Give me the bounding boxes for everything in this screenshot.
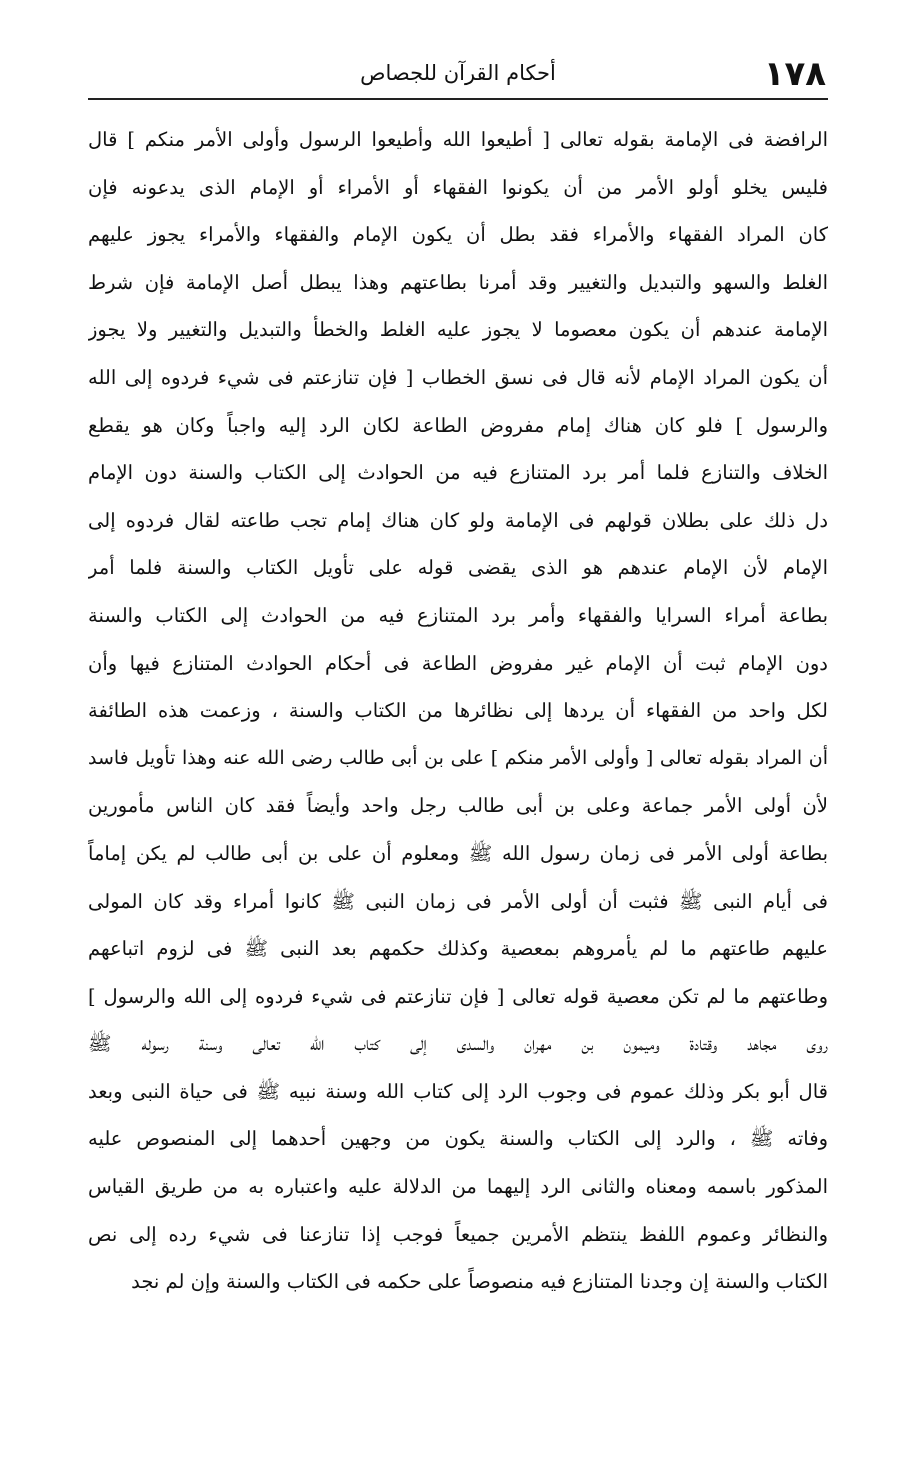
text-line: وطاعتهم ما لم تكن معصية قوله تعالى [ فإن تنازعتم فى شيء فردوه إلى الله والرسول ] — [88, 984, 828, 1008]
text-line: كان المراد الفقهاء والأمراء فقد بطل أن يكون الإمام والفقهاء والأمراء يجوز عليهم — [88, 223, 828, 247]
text-line: بطاعة أمراء السرايا والفقهاء وأمر برد المتنازع فيه من الحوادث إلى الكتاب والسنة — [88, 603, 828, 627]
text-line: الخلاف والتنازع فلما أمر برد المتنازع فيه من الحوادث إلى الكتاب والسنة دون الإمام — [88, 461, 828, 485]
text-line: روى مجاهد وقتادة وميمون بن مهران والسدى إلى كتاب الله تعالى وسنة رسوله ﷺ — [88, 1032, 828, 1056]
text-line: قال أبو بكر وذلك عموم فى وجوب الرد إلى كتاب الله وسنة نبيه ﷺ فى حياة النبى وبعد — [88, 1079, 828, 1103]
text-line: الغلط والسهو والتبديل والتغيير وقد أمرنا بطاعتهم وهذا يبطل أصل الإمامة فإن شرط — [88, 270, 828, 294]
text-line: فليس يخلو أولو الأمر من أن يكونوا الفقهاء أو الأمراء أو الإمام الذى يدعونه فإن — [88, 175, 828, 199]
text-line: وفاته ﷺ ، والرد إلى الكتاب والسنة يكون من وجهين أحدهما إلى المنصوص عليه — [88, 1127, 828, 1151]
text-line: فى أيام النبى ﷺ فثبت أن أولى الأمر فى زمان النبى ﷺ كانوا أمراء وقد كان المولى — [88, 889, 828, 913]
text-line: الإمام لأن الإمام عندهم هو الذى يقضى قوله على تأويل الكتاب والسنة فلما أمر — [88, 556, 828, 580]
running-title: أحكام القرآن للجصاص — [360, 61, 556, 85]
text-line: بطاعة أولى الأمر فى زمان رسول الله ﷺ ومعلوم أن على بن أبى طالب لم يكن إماماً — [88, 841, 828, 865]
text-line: الرافضة فى الإمامة بقوله تعالى [ أطيعوا الله وأطيعوا الرسول وأولى الأمر منكم ] قال — [88, 128, 828, 151]
text-line: أن المراد بقوله تعالى [ وأولى الأمر منكم ] على بن أبى طالب رضى الله عنه وهذا تأويل فاسد — [88, 746, 828, 769]
text-line: لكل واحد من الفقهاء أن يردها إلى نظائرها من الكتاب والسنة ، وزعمت هذه الطائفة — [88, 699, 828, 723]
text-line: الإمامة عندهم أن يكون معصوما لا يجوز عليه الغلط والخطأ والتبديل والتغيير ولا يجوز — [88, 318, 828, 342]
text-line: المذكور باسمه ومعناه والثانى الرد إليهما من الدلالة عليه واعتباره به من طريق القياس — [88, 1175, 828, 1199]
header-rule — [88, 98, 828, 100]
body-text — [88, 116, 828, 1306]
text-line: عليهم طاعتهم ما لم يأمروهم بمعصية وكذلك حكمهم بعد النبى ﷺ فى لزوم اتباعهم — [88, 937, 828, 961]
text-line: أن يكون المراد الإمام لأنه قال فى نسق الخطاب [ فإن تنازعتم فى شيء فردوه إلى الله — [88, 365, 828, 389]
text-line: لأن أولى الأمر جماعة وعلى بن أبى طالب رجل واحد وأيضاً فقد كان الناس مأمورين — [88, 794, 828, 818]
text-line: دون الإمام ثبت أن الإمام غير مفروض الطاعة فى أحكام الحوادث المتنازع فيها وأن — [88, 651, 828, 675]
page-number: ١٧٨ — [763, 54, 826, 94]
text-line: دل ذلك على بطلان قولهم فى الإمامة ولو كان هناك إمام تجب طاعته لقال فردوه إلى — [88, 508, 828, 532]
text-line: والنظائر وعموم اللفظ ينتظم الأمرين جميعاً فوجب إذا تنازعنا فى شيء رده إلى نص — [88, 1222, 828, 1246]
page-header — [88, 50, 828, 96]
text-line: الكتاب والسنة إن وجدنا المتنازع فيه منصوصاً على حكمه فى الكتاب والسنة وإن لم نجد — [131, 1270, 828, 1294]
text-line: والرسول ] فلو كان هناك إمام مفروض الطاعة لكان الرد إليه واجباً وكان هو يقطع — [88, 413, 828, 437]
